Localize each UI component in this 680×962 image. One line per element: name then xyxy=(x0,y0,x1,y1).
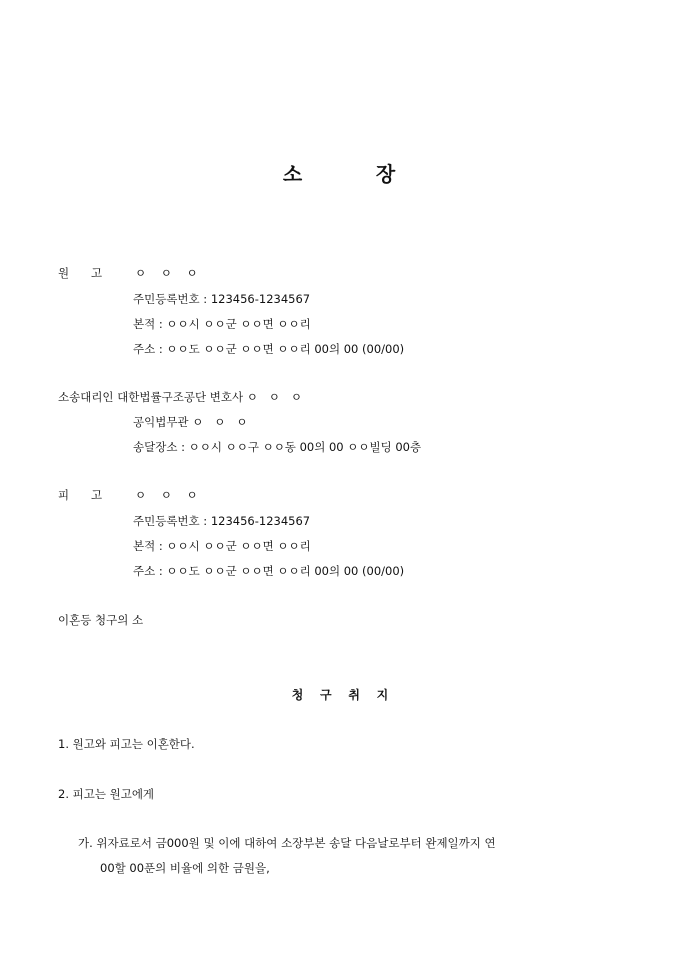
claim-item-2: 2. 피고는 원고에게 xyxy=(58,787,155,801)
document-title: 소 장 xyxy=(282,162,398,186)
claim-sub-a-line2: 00할 00푼의 비율에 의한 금원을, xyxy=(100,861,270,875)
plaintiff-label: 원 고 xyxy=(58,266,103,280)
plaintiff-rrn: 주민등록번호 : 123456-1234567 xyxy=(133,292,311,306)
attorney-officer: 공익법무관 ㅇ ㅇ ㅇ xyxy=(133,415,248,429)
plaintiff-name: ㅇ ㅇ ㅇ xyxy=(135,266,198,280)
claim-section-heading: 청 구 취 지 xyxy=(291,688,389,702)
defendant-address: 주소 : ㅇㅇ도 ㅇㅇ군 ㅇㅇ면 ㅇㅇ리 00의 00 (00/00) xyxy=(133,564,405,578)
defendant-name: ㅇ ㅇ ㅇ xyxy=(135,488,198,502)
defendant-rrn: 주민등록번호 : 123456-1234567 xyxy=(133,514,311,528)
defendant-domicile: 본적 : ㅇㅇ시 ㅇㅇ군 ㅇㅇ면 ㅇㅇ리 xyxy=(133,539,311,553)
attorney-line: 소송대리인 대한법률구조공단 변호사 ㅇ ㅇ ㅇ xyxy=(58,390,302,404)
plaintiff-domicile: 본적 : ㅇㅇ시 ㅇㅇ군 ㅇㅇ면 ㅇㅇ리 xyxy=(133,317,311,331)
defendant-label: 피 고 xyxy=(58,488,103,502)
claim-item-1: 1. 원고와 피고는 이혼한다. xyxy=(58,737,195,751)
claim-sub-a-line1: 가. 위자료로서 금000원 및 이에 대하여 소장부본 송달 다음날로부터 완제일까지 연 xyxy=(78,836,496,850)
case-name: 이혼등 청구의 소 xyxy=(58,613,144,627)
plaintiff-address: 주소 : ㅇㅇ도 ㅇㅇ군 ㅇㅇ면 ㅇㅇ리 00의 00 (00/00) xyxy=(133,342,405,356)
attorney-service-address: 송달장소 : ㅇㅇ시 ㅇㅇ구 ㅇㅇ동 00의 00 ㅇㅇ빌딩 00층 xyxy=(133,440,422,454)
